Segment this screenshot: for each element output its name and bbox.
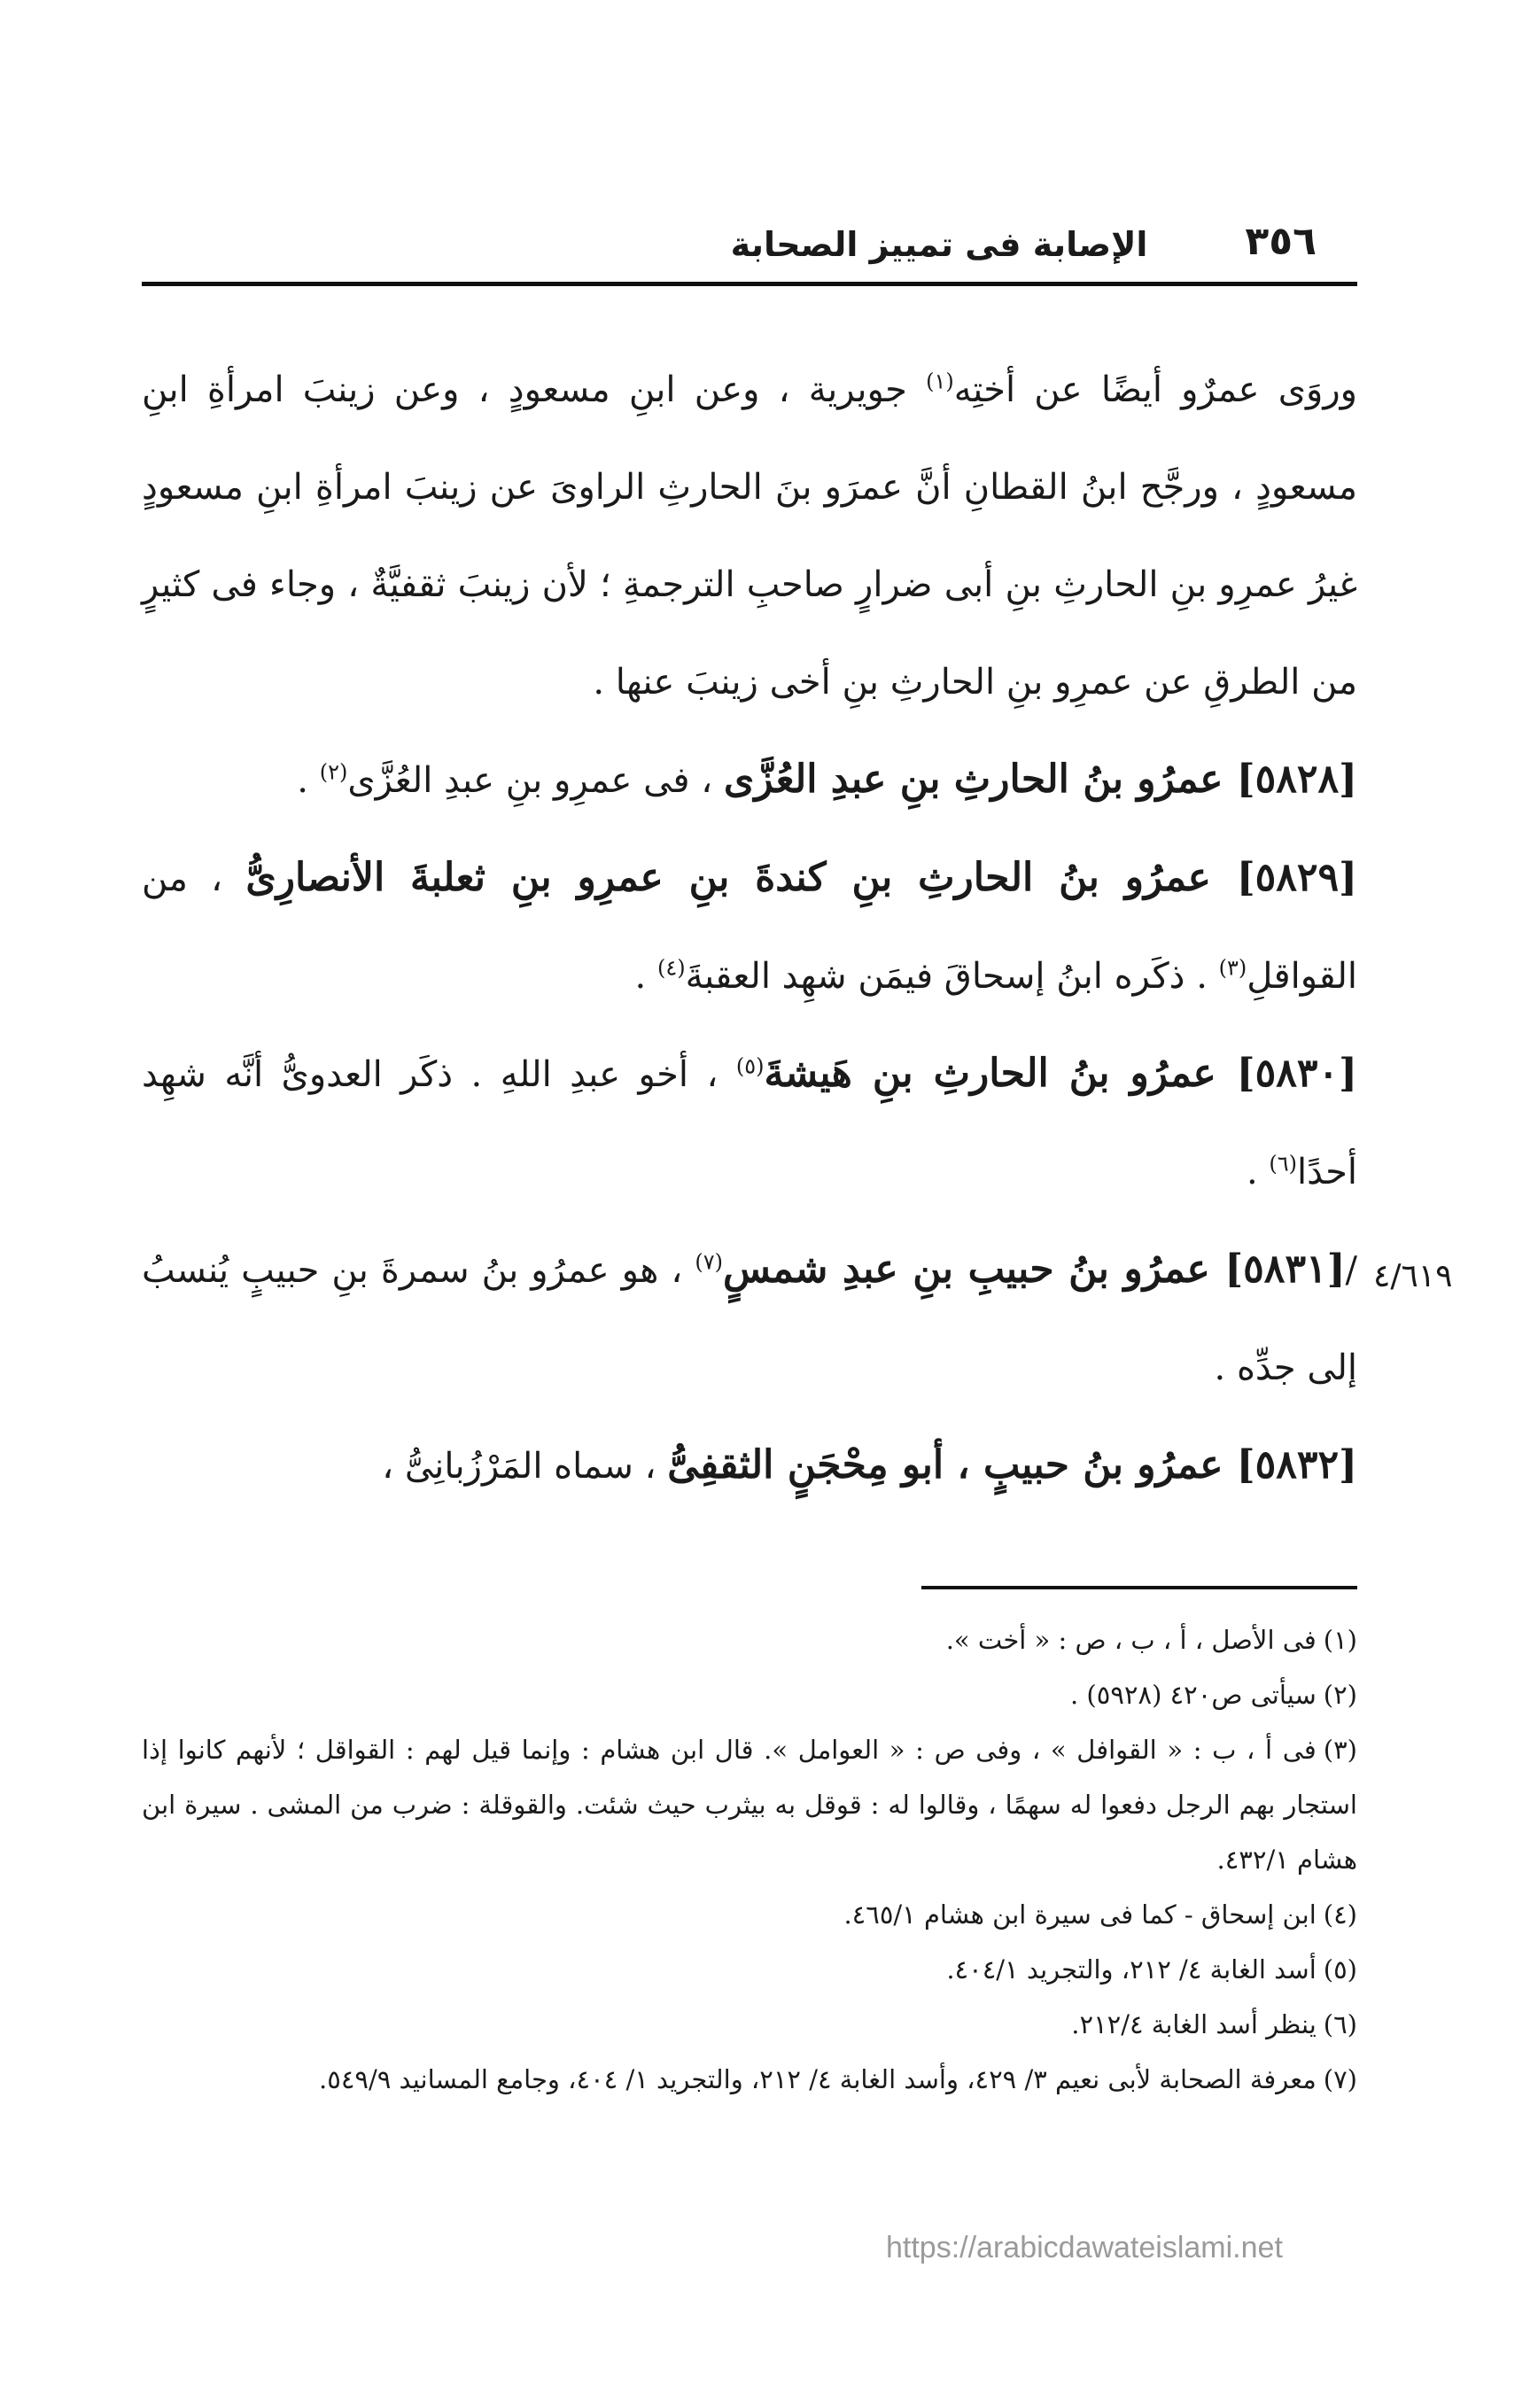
- footnote-text: ابن إسحاق - كما فى سيرة ابن هشام ٤٦٥/١.: [843, 1899, 1317, 1930]
- footnote-number: (٧): [1323, 2064, 1357, 2094]
- entry-title: [٥٨٢٩] عمرُو بنُ الحارثِ بنِ كندةَ بنِ عمرِو بنِ ثعلبةَ الأنصارِىُّ: [245, 855, 1357, 900]
- footnote-7: [142, 2052, 1357, 2107]
- entry-text: .: [297, 760, 320, 801]
- entry-5831: [142, 1221, 1357, 1417]
- entry-5829: [142, 829, 1357, 1025]
- entry-text: ، من القواقلِ: [142, 858, 1357, 997]
- entry-text: ، فى عمرِو بنِ عبدِ العُزَّى: [347, 760, 724, 801]
- footnote-ref[interactable]: (٧): [695, 1249, 723, 1275]
- footnote-ref[interactable]: (١): [926, 369, 954, 394]
- paragraph-intro: [142, 341, 1357, 731]
- footnote-text: فى أ ، ب : « القوافل » ، وفى ص : « العوامل ». قال ابن هشام : وإنما قيل لهم : القواقل ؛ لأنهم كانوا إذا استجار بهم الرجل دفعوا له سهمًا ، وقالوا له : قوقل به بيثرب حيث شئت. والقوقلة : ضرب من المشى . سيرة ابن هشام ٤٣٢/١.: [142, 1735, 1357, 1875]
- footnote-6: [142, 1997, 1357, 2052]
- paragraph-text: جويرية ، وعن ابنِ مسعودٍ ، وعن زينبَ امرأةِ ابنِ مسعودٍ ، ورجَّح ابنُ القطانِ أنَّ عمرَو بنَ الحارثِ الراوىَ عن زينبَ امرأةِ ابنِ مسعودٍ غيرُ عمرِو بنِ الحارثِ بنِ أبى ضرارٍ صاحبِ الترجمةِ ؛ لأن زينبَ ثقفيَّةٌ ، وجاء فى كثيرٍ من الطرقِ عن عمرِو بنِ الحارثِ بنِ أخى زينبَ عنها .: [142, 369, 1358, 703]
- footnote-4: [142, 1887, 1357, 1942]
- footnote-text: فى الأصل ، أ ، ب ، ص : « أخت ».: [945, 1625, 1317, 1655]
- entry-5828: [142, 731, 1357, 829]
- footnote-text: ينظر أسد الغابة ٢١٢/٤.: [1071, 2009, 1317, 2039]
- page-number: ٣٥٦: [1245, 219, 1317, 264]
- footnote-number: (٣): [1323, 1735, 1357, 1765]
- entry-title: [٥٨٣٢] عمرُو بنُ حبيبٍ ، أبو مِحْجَنٍ الثقفِىُّ: [667, 1442, 1357, 1488]
- footnote-number: (٦): [1323, 2009, 1357, 2039]
- footnote-ref[interactable]: (٥): [735, 1053, 765, 1079]
- entry-text: ، أخو عبدِ اللهِ . ذكَر العدوىُّ أنَّه شهِد أحدًا: [142, 1054, 1357, 1192]
- entry-text: .: [1246, 1152, 1270, 1192]
- paragraph-text: وروَى عمرٌو أيضًا عن أختِه: [953, 369, 1357, 410]
- footnote-number: (٤): [1323, 1899, 1357, 1930]
- header-rule: [142, 282, 1357, 286]
- footnote-number: (١): [1323, 1625, 1357, 1655]
- footnote-ref[interactable]: (٣): [1218, 955, 1247, 981]
- entry-5832: [142, 1417, 1357, 1515]
- entry-text: ، سماه المَرْزُبانِىُّ ،: [382, 1446, 668, 1487]
- footnote-number: (٢): [1323, 1680, 1357, 1710]
- footnote-separator: [921, 1586, 1357, 1589]
- entry-5830: [142, 1025, 1357, 1221]
- footnote-ref[interactable]: (٦): [1269, 1151, 1298, 1177]
- footnote-5: [142, 1942, 1357, 1997]
- footnote-3: [142, 1722, 1357, 1887]
- footnotes: [142, 1612, 1357, 2107]
- footnote-ref[interactable]: (٤): [656, 955, 686, 981]
- entry-text: .: [634, 956, 657, 997]
- footnote-text: معرفة الصحابة لأبى نعيم ٣/ ٤٢٩، وأسد الغابة ٤/ ٢١٢، والتجريد ١/ ٤٠٤، وجامع المسانيد ٥٤٩/٩.: [319, 2064, 1317, 2094]
- watermark-url: https://arabicdawateislami.net: [886, 2231, 1283, 2264]
- main-text: [142, 341, 1357, 1515]
- entry-title: [٥٨٣١] عمرُو بنُ حبيبِ بنِ عبدِ شمسٍ: [722, 1247, 1346, 1292]
- entry-text: ، هو عمرُو بنُ سمرةَ بنِ حبيبٍ يُنسبُ إلى جدِّه .: [142, 1250, 1357, 1388]
- margin-page-reference: ٤/٦١٩: [1373, 1258, 1453, 1294]
- footnote-1: [142, 1612, 1357, 1667]
- footnote-ref[interactable]: (٢): [319, 759, 348, 785]
- entry-title: [٥٨٢٨] عمرُو بنُ الحارثِ بنِ عبدِ العُزَّى: [723, 757, 1357, 802]
- footnote-text: سيأتى ص٤٢٠ (٥٩٢٨) .: [1069, 1680, 1317, 1710]
- footnote-number: (٥): [1323, 1954, 1357, 1985]
- footnote-2: [142, 1667, 1357, 1722]
- page-break-marker: /: [1345, 1250, 1358, 1291]
- entry-title: [٥٨٣٠] عمرُو بنُ الحارثِ بنِ هَيشةَ: [764, 1051, 1357, 1096]
- footnote-text: أسد الغابة ٤/ ٢١٢، والتجريد ٤٠٤/١.: [946, 1954, 1317, 1985]
- running-head: [142, 202, 1352, 264]
- book-title: الإصابة فى تمييز الصحابة: [730, 225, 1148, 264]
- entry-text: . ذكَره ابنُ إسحاقَ فيمَن شهِد العقبةَ: [685, 956, 1219, 997]
